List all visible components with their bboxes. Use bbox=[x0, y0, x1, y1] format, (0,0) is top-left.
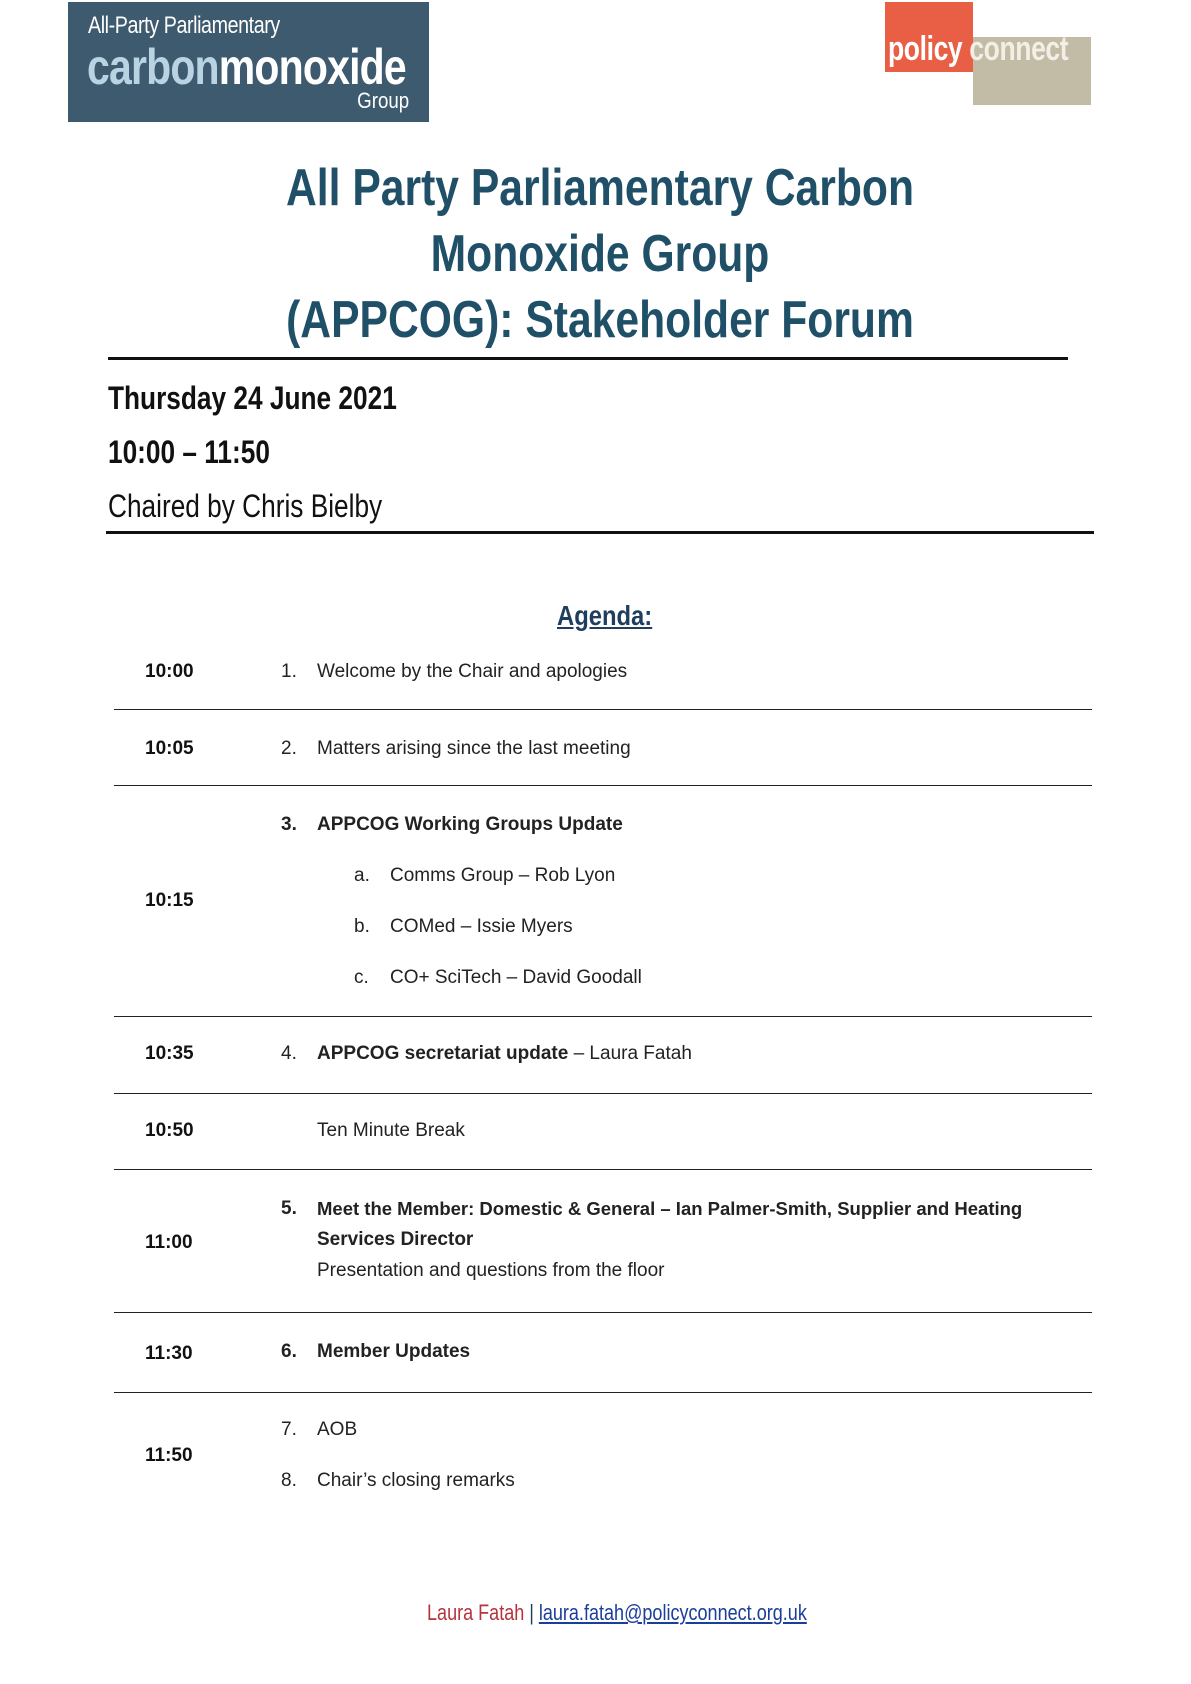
agenda-time: 10:00 bbox=[145, 661, 194, 682]
agenda-row bbox=[114, 1393, 1092, 1513]
agenda-number: 2. bbox=[281, 738, 297, 759]
agenda-row bbox=[114, 1094, 1092, 1170]
appcog-logo bbox=[68, 2, 429, 122]
title-line-1: All Party Parliamentary Carbon Monoxide Group bbox=[286, 159, 914, 283]
logo-group: Group bbox=[357, 88, 409, 113]
agenda-item-cont: Services Director bbox=[317, 1229, 474, 1250]
logo-carbon: carbon bbox=[87, 39, 219, 95]
agenda-number: 6. bbox=[281, 1341, 297, 1362]
policy-connect-logo bbox=[885, 2, 1091, 105]
contact-email-link[interactable]: laura.fatah@policyconnect.org.uk bbox=[538, 1600, 807, 1625]
agenda-time: 10:35 bbox=[145, 1043, 194, 1064]
agenda-time: 11:30 bbox=[145, 1343, 193, 1364]
agenda-row bbox=[114, 1170, 1092, 1313]
meeting-time: 10:00 – 11:50 bbox=[108, 434, 270, 470]
agenda-time: 10:05 bbox=[145, 738, 194, 759]
agenda-row bbox=[114, 786, 1092, 1017]
agenda-number: 1. bbox=[281, 661, 297, 682]
subitem-letter: c. bbox=[354, 967, 369, 988]
agenda-number: 4. bbox=[281, 1043, 297, 1064]
agenda-item: AOB bbox=[317, 1419, 358, 1440]
agenda-row bbox=[114, 1313, 1092, 1393]
subitem: CO+ SciTech – David Goodall bbox=[390, 967, 642, 988]
footer-contact bbox=[427, 1600, 807, 1626]
logo-text bbox=[888, 30, 1068, 69]
agenda-item: Welcome by the Chair and apologies bbox=[317, 661, 628, 682]
agenda-item-rest: – Laura Fatah bbox=[568, 1043, 692, 1064]
agenda-item: Member Updates bbox=[317, 1341, 471, 1362]
subitem-letter: a. bbox=[354, 865, 370, 886]
logo-policy: policy bbox=[888, 30, 963, 68]
subitem: COMed – Issie Myers bbox=[390, 916, 573, 937]
agenda-time: 10:50 bbox=[145, 1120, 194, 1141]
agenda-item: Chair’s closing remarks bbox=[317, 1470, 515, 1491]
agenda-row bbox=[114, 1017, 1092, 1094]
contact-separator: | bbox=[529, 1600, 534, 1625]
agenda-item: Meet the Member: Domestic & General – Ian Palmer-Smith, Supplier and Heating bbox=[317, 1198, 1023, 1219]
agenda-number: 3. bbox=[281, 814, 297, 835]
page-title bbox=[190, 155, 1010, 353]
agenda-time: 11:50 bbox=[145, 1445, 193, 1466]
divider-top bbox=[108, 357, 1068, 360]
agenda-item: APPCOG Working Groups Update bbox=[317, 814, 623, 835]
meeting-date: Thursday 24 June 2021 bbox=[108, 380, 397, 416]
logo-monoxide: monoxide bbox=[218, 39, 406, 95]
logo-connect: connect bbox=[969, 30, 1069, 68]
divider-mid bbox=[106, 531, 1094, 534]
agenda-item-bold: APPCOG secretariat update bbox=[317, 1043, 569, 1064]
agenda-number: 5. bbox=[281, 1198, 297, 1219]
agenda-number: 8. bbox=[281, 1470, 297, 1491]
agenda-number: 7. bbox=[281, 1419, 297, 1440]
contact-name: Laura Fatah bbox=[427, 1600, 525, 1625]
title-line-2: (APPCOG): Stakeholder Forum bbox=[286, 291, 914, 349]
meeting-chair: Chaired by Chris Bielby bbox=[108, 488, 383, 524]
logo-line-1: All-Party Parliamentary bbox=[88, 12, 280, 39]
agenda-item bbox=[317, 1043, 692, 1065]
agenda-time: 10:15 bbox=[145, 890, 194, 911]
agenda-item-note: Presentation and questions from the floor bbox=[317, 1260, 665, 1281]
agenda-heading: Agenda: bbox=[557, 600, 653, 631]
agenda-item: Matters arising since the last meeting bbox=[317, 738, 631, 759]
agenda-row bbox=[114, 710, 1092, 786]
subitem-letter: b. bbox=[354, 916, 370, 937]
agenda-time: 11:00 bbox=[145, 1232, 193, 1253]
agenda-item: Ten Minute Break bbox=[317, 1120, 465, 1141]
subitem: Comms Group – Rob Lyon bbox=[390, 865, 616, 886]
agenda-row bbox=[114, 640, 1092, 710]
